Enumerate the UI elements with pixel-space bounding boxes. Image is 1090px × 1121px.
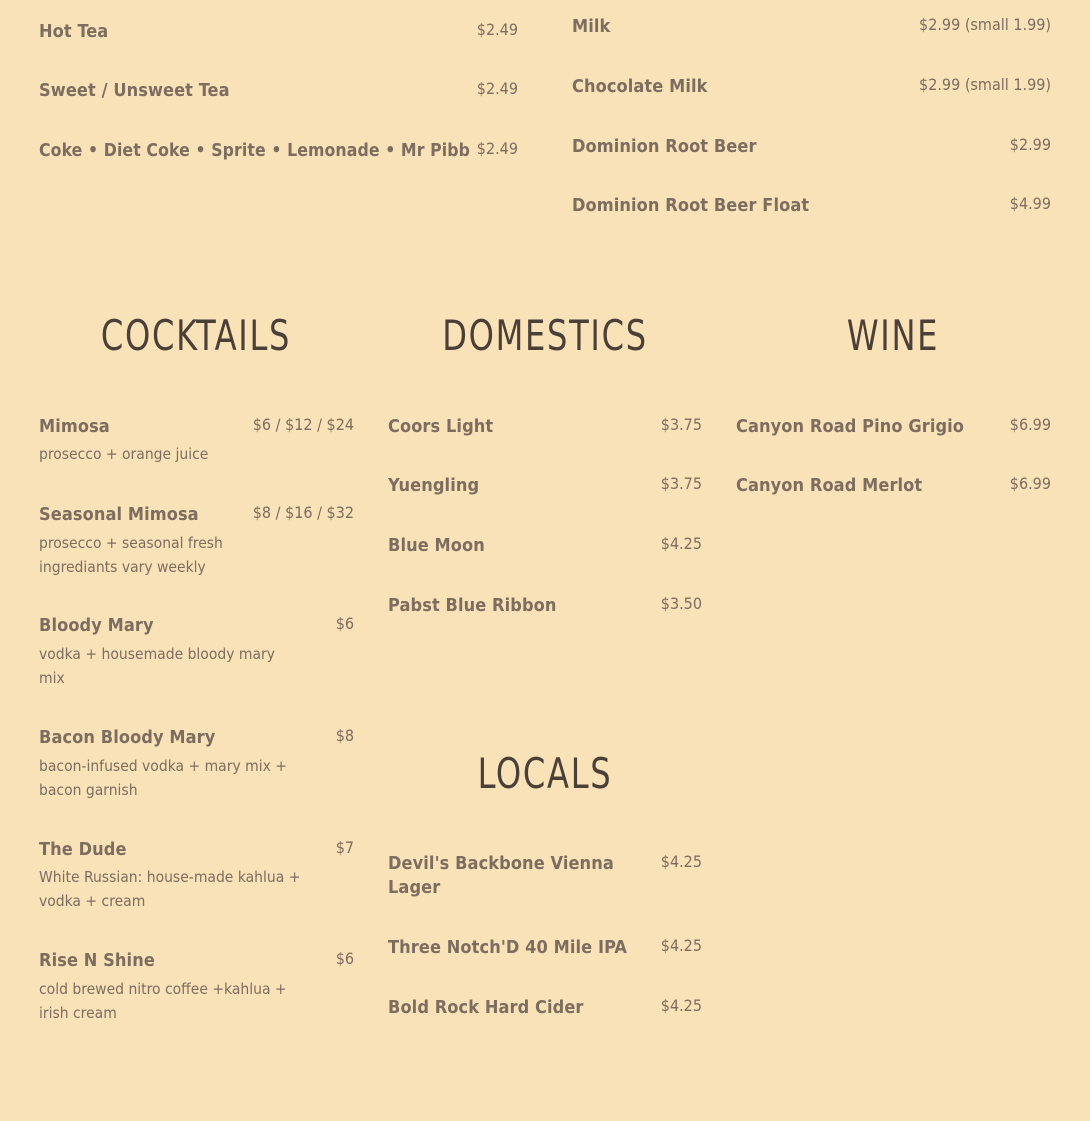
menu-item-chocolate-milk bbox=[572, 75, 1051, 101]
menu-item-blue-moon bbox=[388, 534, 702, 560]
item-name: Canyon Road Pino Grigio bbox=[736, 416, 965, 437]
menu-item-sweet-tea bbox=[39, 79, 518, 105]
menu-item-vienna-lager bbox=[388, 852, 702, 904]
item-price: $2.99 bbox=[1009, 135, 1051, 154]
item-name: Chocolate Milk bbox=[572, 76, 708, 97]
menu-item-the-dude bbox=[39, 838, 354, 918]
menu-item-hot-tea bbox=[39, 20, 518, 46]
item-price: $4.25 bbox=[660, 996, 702, 1015]
menu-item-coors-light bbox=[388, 415, 702, 441]
item-name: Devil's Backbone Vienna Lager bbox=[388, 853, 614, 898]
item-name: Bacon Bloody Mary bbox=[39, 727, 216, 748]
item-name: Pabst Blue Ribbon bbox=[388, 595, 557, 616]
item-name: Hot Tea bbox=[39, 21, 109, 42]
menu-item-pabst-blue-ribbon bbox=[388, 594, 702, 620]
menu-item-40-mile-ipa bbox=[388, 936, 702, 962]
item-name: Coors Light bbox=[388, 416, 494, 437]
item-name: Sweet / Unsweet Tea bbox=[39, 80, 230, 101]
item-name: Blue Moon bbox=[388, 535, 485, 556]
item-price: $3.50 bbox=[660, 594, 702, 613]
item-name: Milk bbox=[572, 16, 611, 37]
item-price: $2.99 (small 1.99) bbox=[919, 15, 1051, 34]
item-description: White Russian: house-made kahlua + vodka + cream bbox=[39, 868, 301, 910]
item-price: $2.49 bbox=[476, 20, 518, 39]
item-name: Canyon Road Merlot bbox=[736, 475, 923, 496]
item-price: $6 bbox=[335, 949, 354, 968]
item-name: Dominion Root Beer bbox=[572, 136, 757, 157]
section-heading-locals: LOCALS bbox=[477, 749, 613, 798]
item-price: $2.49 bbox=[476, 79, 518, 98]
item-price: $6.99 bbox=[1009, 415, 1051, 434]
menu-item-hard-cider bbox=[388, 996, 702, 1022]
item-price: $6 / $12 / $24 bbox=[252, 415, 354, 434]
item-name: Coke • Diet Coke • Sprite • Lemonade • Mr Pibb bbox=[39, 141, 471, 161]
item-price: $4.99 bbox=[1009, 194, 1051, 213]
item-name: The Dude bbox=[39, 839, 127, 860]
menu-item-milk bbox=[572, 15, 1051, 41]
item-name: Yuengling bbox=[388, 475, 480, 496]
item-price: $8 / $16 / $32 bbox=[252, 503, 354, 522]
item-name: Dominion Root Beer Float bbox=[572, 195, 810, 216]
item-price: $4.25 bbox=[660, 534, 702, 553]
menu-item-bacon-bloody-mary bbox=[39, 726, 354, 806]
item-description: cold brewed nitro coffee +kahlua + irish cream bbox=[39, 980, 287, 1022]
item-name: Rise N Shine bbox=[39, 950, 155, 971]
item-description: bacon-infused vodka + mary mix + bacon garnish bbox=[39, 757, 287, 799]
item-name: Three Notch'D 40 Mile IPA bbox=[388, 937, 628, 958]
menu-item-root-beer-float bbox=[572, 194, 1051, 220]
section-heading-cocktails: COCKTAILS bbox=[100, 311, 292, 360]
item-price: $3.75 bbox=[660, 415, 702, 434]
item-price: $4.25 bbox=[660, 936, 702, 955]
item-price: $4.25 bbox=[660, 852, 702, 871]
menu-item-merlot bbox=[736, 474, 1051, 500]
item-price: $7 bbox=[335, 838, 354, 857]
item-price: $6.99 bbox=[1009, 474, 1051, 493]
item-name: Mimosa bbox=[39, 416, 110, 437]
menu-item-bloody-mary bbox=[39, 614, 354, 694]
item-description: vodka + housemade bloody mary mix bbox=[39, 645, 276, 687]
item-price: $2.99 (small 1.99) bbox=[919, 75, 1051, 94]
menu-item-seasonal-mimosa bbox=[39, 503, 354, 583]
menu-item-root-beer bbox=[572, 135, 1051, 161]
item-description: prosecco + seasonal fresh ingrediants vary weekly bbox=[39, 534, 223, 576]
menu-item-fountain-drinks bbox=[39, 139, 518, 165]
item-price: $3.75 bbox=[660, 474, 702, 493]
menu-item-pino-grigio bbox=[736, 415, 1051, 441]
menu-item-yuengling bbox=[388, 474, 702, 500]
section-heading-domestics: DOMESTICS bbox=[442, 311, 648, 360]
menu-item-mimosa bbox=[39, 415, 354, 475]
item-name: Bold Rock Hard Cider bbox=[388, 997, 584, 1018]
item-price: $6 bbox=[335, 614, 354, 633]
item-price: $2.49 bbox=[476, 139, 518, 158]
item-name: Bloody Mary bbox=[39, 615, 154, 636]
menu-item-rise-n-shine bbox=[39, 949, 354, 1029]
item-name: Seasonal Mimosa bbox=[39, 504, 199, 525]
item-description: prosecco + orange juice bbox=[39, 445, 209, 463]
item-price: $8 bbox=[335, 726, 354, 745]
section-heading-wine: WINE bbox=[846, 311, 940, 360]
